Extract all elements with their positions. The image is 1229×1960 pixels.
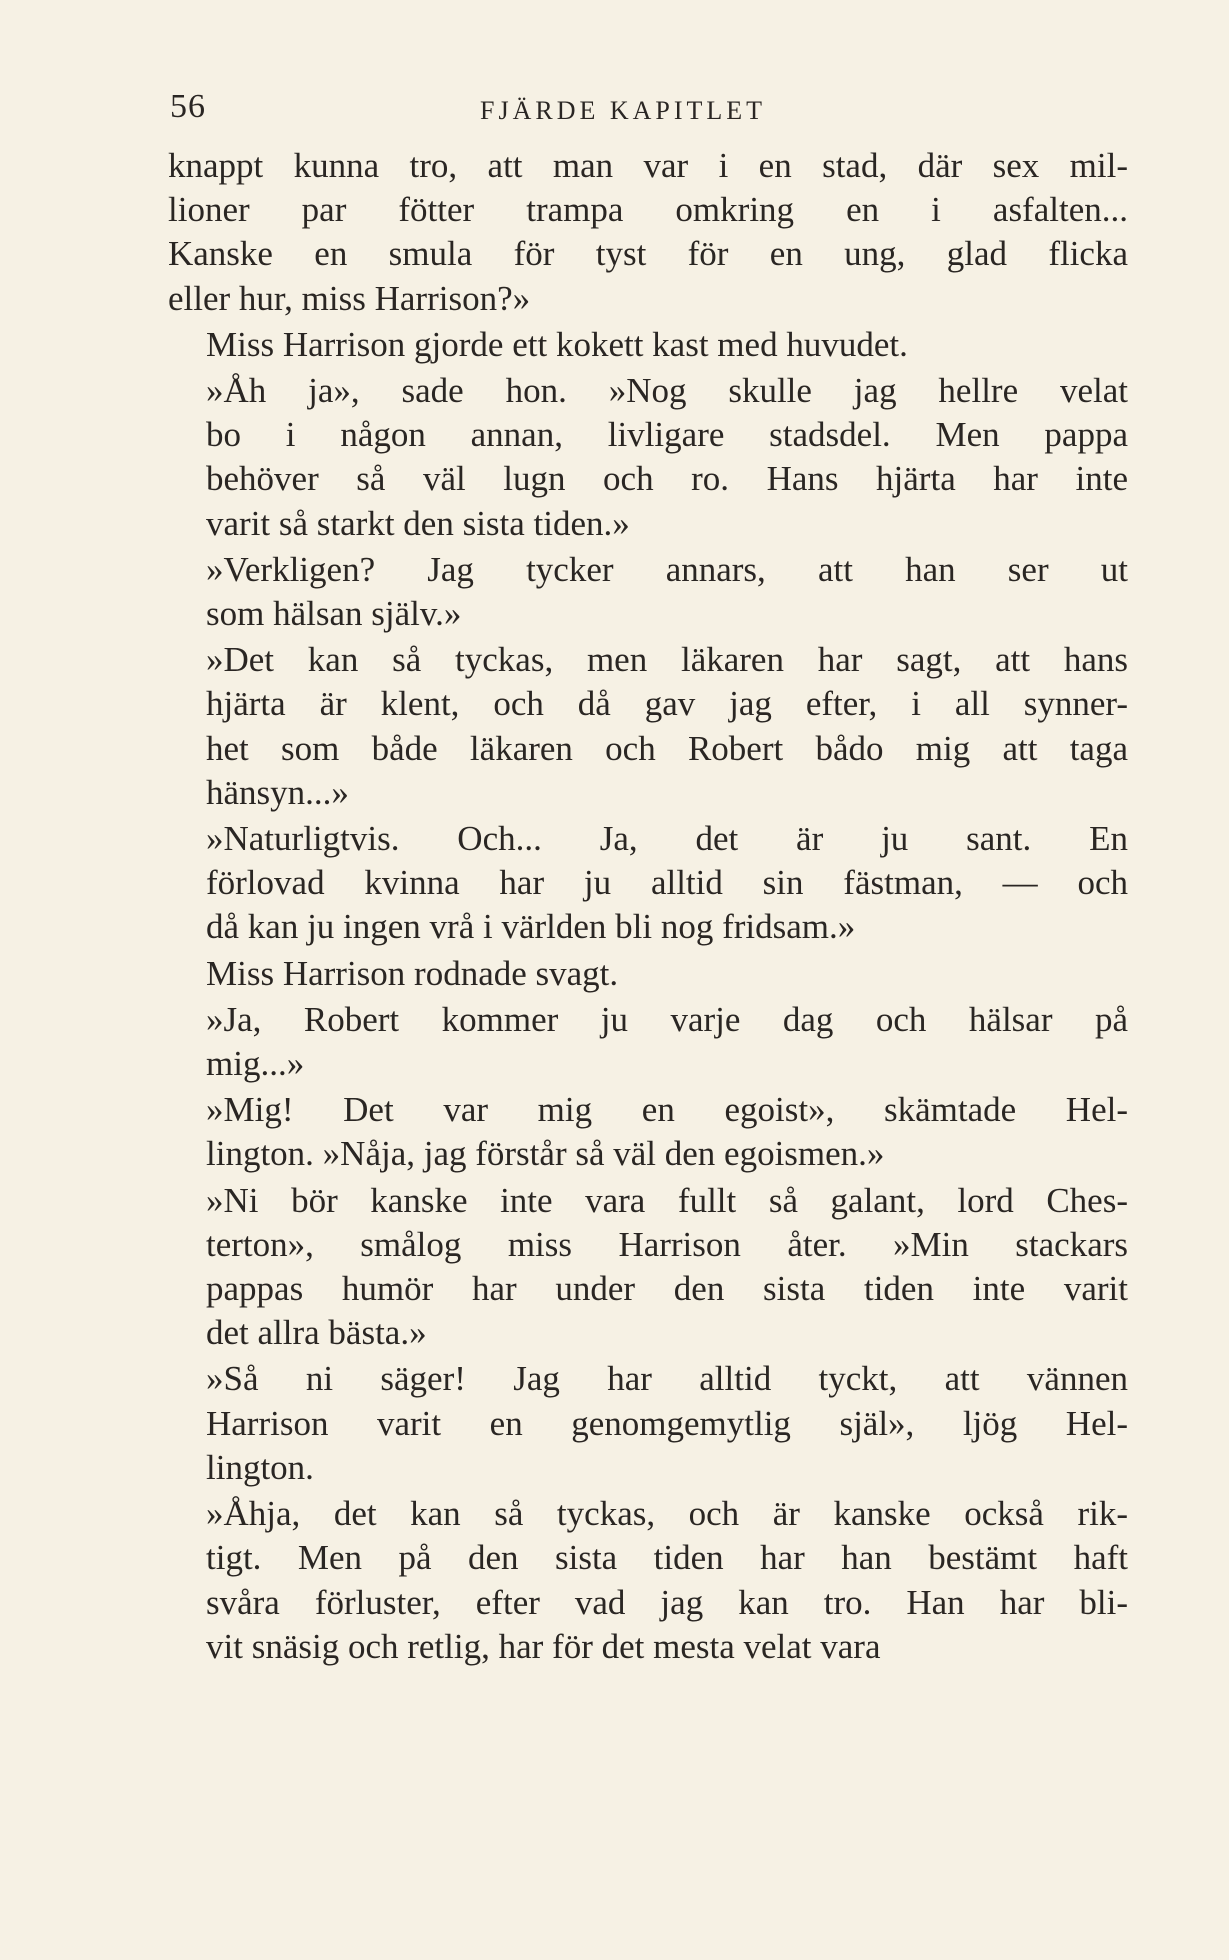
text-line: pappas humör har under den sista tiden inte varit: [206, 1269, 1128, 1309]
text-line: mig...»: [206, 1044, 305, 1084]
text-line: hjärta är klent, och då gav jag efter, i all synner-: [206, 684, 1128, 724]
text-line: vit snäsig och retlig, har för det mesta velat vara: [206, 1626, 881, 1666]
text-line: »Åhja, det kan så tyckas, och är kanske också rik-: [206, 1494, 1128, 1534]
text-line: Harrison varit en genomgemytlig själ», ljög Hel-: [206, 1403, 1128, 1443]
text-line: Miss Harrison rodnade svagt.: [206, 953, 619, 993]
text-line: svåra förluster, efter vad jag kan tro. Han har bli-: [206, 1582, 1128, 1622]
text-line: tigt. Men på den sista tiden har han bestämt haft: [206, 1538, 1128, 1578]
text-line: »Verkligen? Jag tycker annars, att han ser ut: [206, 549, 1128, 589]
text-line: knappt kunna tro, att man var i en stad, där sex mil-: [168, 146, 1128, 185]
paragraph: [168, 1357, 1128, 1490]
paragraph: [168, 323, 1128, 367]
paragraph: [168, 952, 1128, 996]
text-line: »Åh ja», sade hon. »Nog skulle jag hellre velat: [206, 371, 1128, 411]
text-line: då kan ju ingen vrå i världen bli nog fridsam.»: [206, 907, 856, 947]
paragraph: [168, 1179, 1128, 1356]
text-line: det allra bästa.»: [206, 1313, 427, 1353]
paragraph: [168, 817, 1128, 950]
text-line: lington.: [206, 1447, 314, 1487]
paragraph: [168, 548, 1128, 636]
text-line: »Ni bör kanske inte vara fullt så galant, lord Ches-: [206, 1180, 1128, 1220]
paragraph: [168, 1088, 1128, 1176]
text-line: »Det kan så tyckas, men läkaren har sagt, att hans: [206, 640, 1128, 680]
paragraph: [168, 998, 1128, 1086]
text-line: het som både läkaren och Robert bådo mig att taga: [206, 728, 1128, 768]
text-line: terton», smålog miss Harrison åter. »Min stackars: [206, 1224, 1128, 1264]
page-header: [170, 88, 1130, 138]
text-line: behöver så väl lugn och ro. Hans hjärta har inte: [206, 459, 1128, 499]
page-number: 56: [170, 88, 206, 125]
text-line: varit så starkt den sista tiden.»: [206, 503, 630, 543]
text-line: lioner par fötter trampa omkring en i asfalten...: [168, 190, 1128, 230]
paragraph: [168, 144, 1128, 321]
text-line: »Naturligtvis. Och... Ja, det är ju sant. En: [206, 819, 1128, 859]
running-head: FJÄRDE KAPITLET: [480, 96, 767, 125]
body-text: [168, 144, 1128, 1669]
paragraph: [168, 638, 1128, 815]
text-line: förlovad kvinna har ju alltid sin fästman, — och: [206, 863, 1128, 903]
text-line: »Ja, Robert kommer ju varje dag och hälsar på: [206, 999, 1128, 1039]
text-line: Miss Harrison gjorde ett kokett kast med huvudet.: [206, 324, 908, 364]
paragraph: [168, 1492, 1128, 1669]
text-line: hänsyn...»: [206, 772, 349, 812]
text-line: »Mig! Det var mig en egoist», skämtade Hel-: [206, 1090, 1128, 1130]
text-line: lington. »Nåja, jag förstår så väl den egoismen.»: [206, 1134, 885, 1174]
text-line: »Så ni säger! Jag har alltid tyckt, att vännen: [206, 1359, 1128, 1399]
text-line: Kanske en smula för tyst för en ung, glad flicka: [168, 234, 1128, 274]
text-line: eller hur, miss Harrison?»: [168, 278, 531, 318]
text-line: som hälsan själv.»: [206, 594, 462, 634]
paragraph: [168, 369, 1128, 546]
text-line: bo i någon annan, livligare stadsdel. Men pappa: [206, 415, 1128, 455]
